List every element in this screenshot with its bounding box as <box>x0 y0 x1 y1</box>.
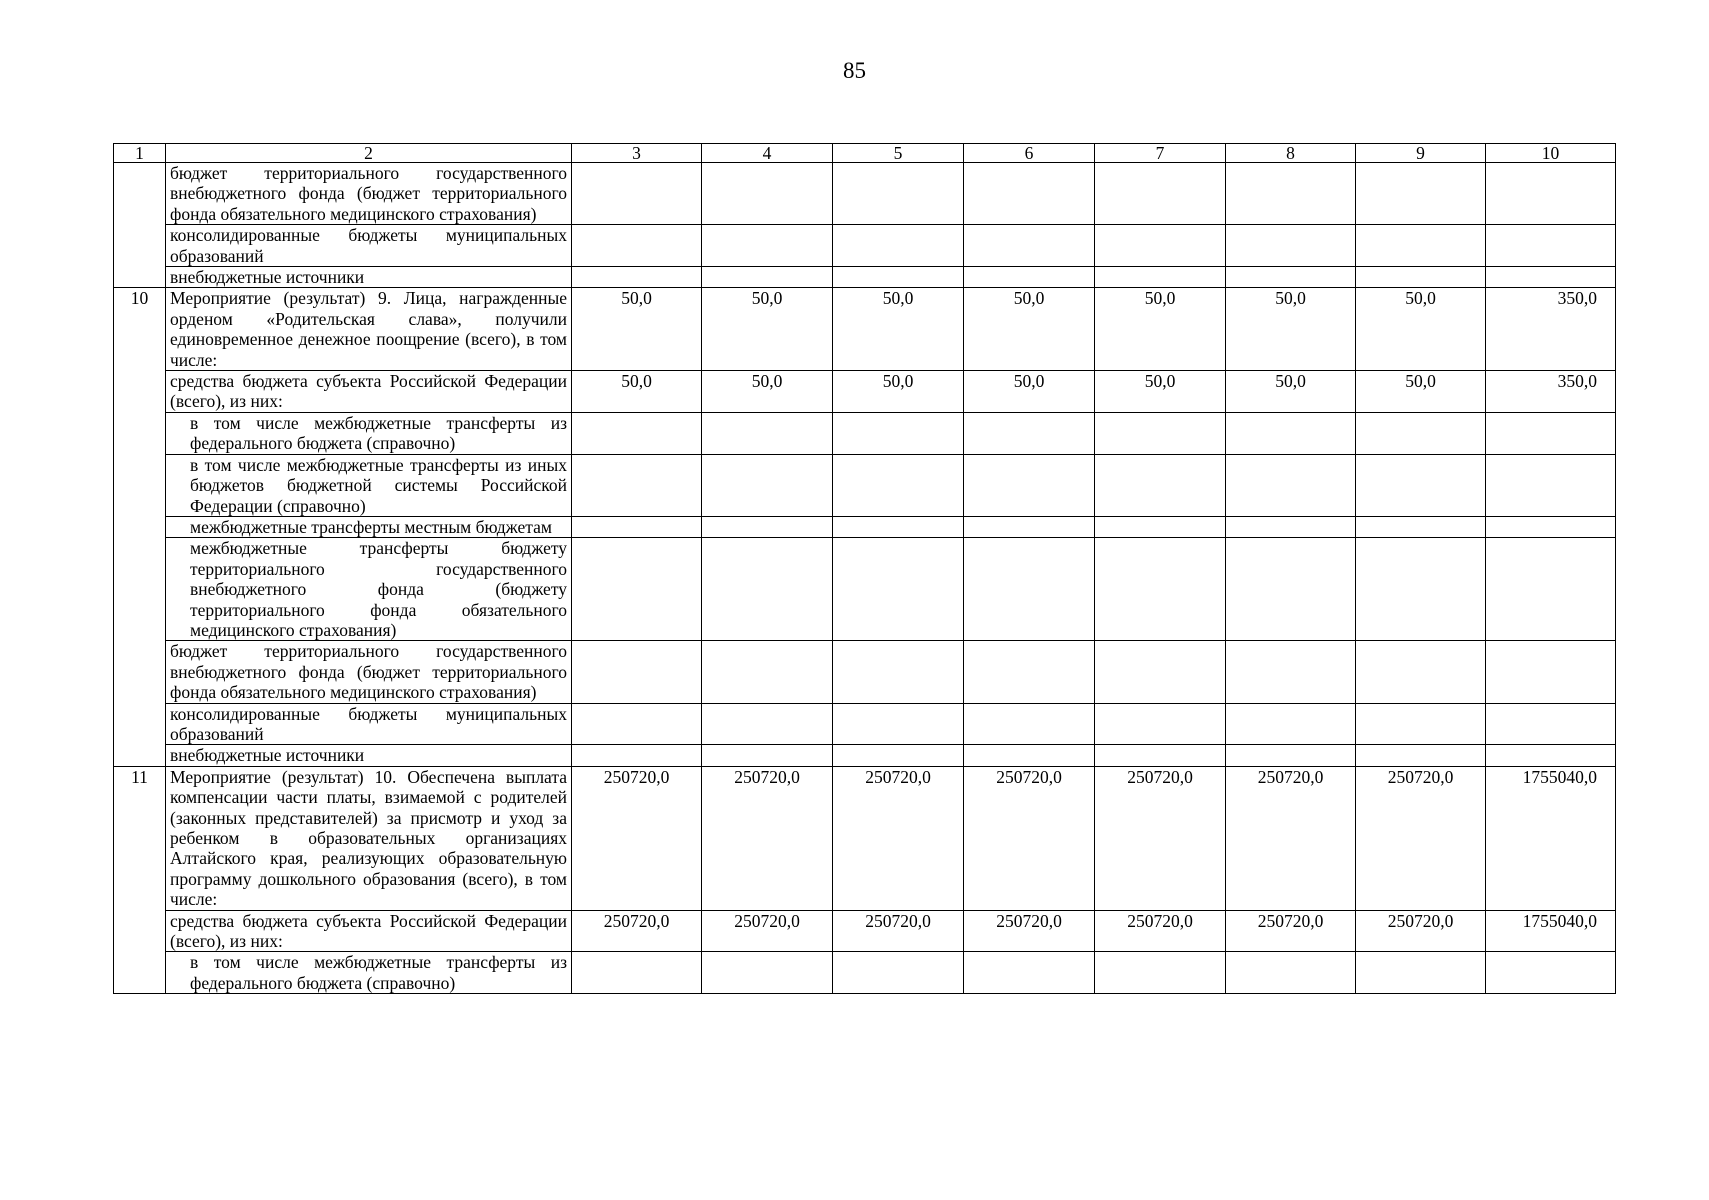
value-cell <box>964 225 1095 267</box>
value-cell <box>964 703 1095 745</box>
table-row <box>114 412 1616 454</box>
value-cell <box>702 641 833 703</box>
value-cell: 50,0 <box>1356 371 1486 413</box>
value-cell: 50,0 <box>833 371 964 413</box>
value-cell <box>964 412 1095 454</box>
value-cell <box>1226 454 1356 516</box>
value-cell <box>572 745 702 766</box>
value-cell: 50,0 <box>1356 288 1486 371</box>
table-row <box>114 952 1616 994</box>
value-cell <box>702 412 833 454</box>
total-cell <box>1486 703 1616 745</box>
value-cell <box>1356 538 1486 641</box>
table-row <box>114 371 1616 413</box>
description-cell: в том числе межбюджетные трансферты из иных бюджетов бюджетной системы Российской Федерации (справочно) <box>166 454 572 516</box>
value-cell: 250720,0 <box>572 910 702 952</box>
description-cell: средства бюджета субъекта Российской Федерации (всего), из них: <box>166 371 572 413</box>
value-cell <box>572 412 702 454</box>
total-cell: 350,0 <box>1486 371 1616 413</box>
value-cell <box>833 745 964 766</box>
value-cell <box>1226 641 1356 703</box>
value-cell <box>702 703 833 745</box>
description-cell: межбюджетные трансферты местным бюджетам <box>166 516 572 537</box>
value-cell <box>572 641 702 703</box>
total-cell <box>1486 952 1616 994</box>
value-cell <box>833 163 964 225</box>
value-cell <box>1226 952 1356 994</box>
value-cell <box>702 745 833 766</box>
table-row <box>114 745 1616 766</box>
value-cell: 50,0 <box>572 288 702 371</box>
value-cell <box>1226 516 1356 537</box>
value-cell <box>833 267 964 288</box>
value-cell <box>702 454 833 516</box>
budget-table <box>113 143 1616 994</box>
value-cell <box>572 952 702 994</box>
value-cell <box>1226 703 1356 745</box>
value-cell: 50,0 <box>833 288 964 371</box>
total-cell <box>1486 516 1616 537</box>
column-header: 1 <box>114 144 166 163</box>
total-cell: 1755040,0 <box>1486 910 1616 952</box>
value-cell <box>702 267 833 288</box>
value-cell: 250720,0 <box>702 766 833 910</box>
total-cell <box>1486 454 1616 516</box>
description-cell: средства бюджета субъекта Российской Федерации (всего), из них: <box>166 910 572 952</box>
value-cell <box>964 454 1095 516</box>
value-cell: 250720,0 <box>964 766 1095 910</box>
value-cell <box>572 703 702 745</box>
value-cell: 250720,0 <box>1356 910 1486 952</box>
value-cell <box>964 745 1095 766</box>
value-cell: 250720,0 <box>1095 766 1226 910</box>
description-cell: консолидированные бюджеты муниципальных образований <box>166 225 572 267</box>
value-cell <box>833 412 964 454</box>
value-cell: 250720,0 <box>1356 766 1486 910</box>
value-cell <box>1356 267 1486 288</box>
value-cell: 50,0 <box>1095 288 1226 371</box>
column-header: 9 <box>1356 144 1486 163</box>
value-cell <box>572 163 702 225</box>
value-cell <box>964 952 1095 994</box>
table-row <box>114 454 1616 516</box>
value-cell <box>702 952 833 994</box>
value-cell: 250720,0 <box>1095 910 1226 952</box>
value-cell <box>1356 641 1486 703</box>
value-cell <box>1356 952 1486 994</box>
value-cell <box>1356 454 1486 516</box>
value-cell <box>702 538 833 641</box>
total-cell <box>1486 163 1616 225</box>
value-cell <box>1356 412 1486 454</box>
value-cell: 50,0 <box>702 288 833 371</box>
value-cell <box>572 516 702 537</box>
value-cell <box>833 225 964 267</box>
column-header: 7 <box>1095 144 1226 163</box>
table-row <box>114 225 1616 267</box>
value-cell <box>1095 538 1226 641</box>
value-cell <box>833 641 964 703</box>
description-cell: бюджет территориального государственного внебюджетного фонда (бюджет территориального фонда обязательного медицинского страхования) <box>166 641 572 703</box>
column-header: 8 <box>1226 144 1356 163</box>
table-row <box>114 703 1616 745</box>
column-header: 6 <box>964 144 1095 163</box>
value-cell <box>1356 745 1486 766</box>
description-cell: внебюджетные источники <box>166 267 572 288</box>
description-cell: в том числе межбюджетные трансферты из федерального бюджета (справочно) <box>166 952 572 994</box>
value-cell: 50,0 <box>964 371 1095 413</box>
table-row <box>114 910 1616 952</box>
value-cell <box>964 538 1095 641</box>
column-header: 5 <box>833 144 964 163</box>
table-body <box>114 144 1616 994</box>
value-cell <box>1356 703 1486 745</box>
table-row <box>114 267 1616 288</box>
total-cell <box>1486 225 1616 267</box>
value-cell <box>1226 163 1356 225</box>
description-cell: консолидированные бюджеты муниципальных образований <box>166 703 572 745</box>
value-cell <box>1095 163 1226 225</box>
value-cell: 250720,0 <box>833 766 964 910</box>
total-cell <box>1486 412 1616 454</box>
table-row <box>114 538 1616 641</box>
total-cell: 350,0 <box>1486 288 1616 371</box>
column-header: 4 <box>702 144 833 163</box>
description-cell: межбюджетные трансферты бюджету территориального государственного внебюджетного фонда (бюджету территориального фонда обязательного медицинского страхования) <box>166 538 572 641</box>
page-number: 85 <box>843 58 866 83</box>
value-cell: 50,0 <box>1226 288 1356 371</box>
value-cell <box>964 163 1095 225</box>
value-cell: 250720,0 <box>572 766 702 910</box>
description-cell: Мероприятие (результат) 10. Обеспечена выплата компенсации части платы, взимаемой с родителей (законных представителей) за присмотр и уход за ребенком в образовательных организациях Алтайского края, реализующих образовательную программу дошкольного образования (всего), в том числе: <box>166 766 572 910</box>
value-cell: 250720,0 <box>833 910 964 952</box>
value-cell <box>1095 745 1226 766</box>
value-cell <box>572 225 702 267</box>
value-cell <box>1095 516 1226 537</box>
row-number-cell: 11 <box>114 766 166 993</box>
value-cell <box>1095 703 1226 745</box>
table-row <box>114 766 1616 910</box>
value-cell <box>702 225 833 267</box>
value-cell <box>1226 538 1356 641</box>
value-cell <box>1095 454 1226 516</box>
table-row <box>114 516 1616 537</box>
value-cell <box>1226 225 1356 267</box>
total-cell: 1755040,0 <box>1486 766 1616 910</box>
value-cell: 50,0 <box>572 371 702 413</box>
column-header: 3 <box>572 144 702 163</box>
value-cell <box>833 952 964 994</box>
value-cell: 50,0 <box>1095 371 1226 413</box>
value-cell <box>702 516 833 537</box>
total-cell <box>1486 745 1616 766</box>
total-cell <box>1486 538 1616 641</box>
value-cell: 50,0 <box>964 288 1095 371</box>
description-cell: внебюджетные источники <box>166 745 572 766</box>
value-cell <box>1226 745 1356 766</box>
value-cell: 250720,0 <box>1226 910 1356 952</box>
value-cell <box>702 163 833 225</box>
table-row <box>114 641 1616 703</box>
column-header: 10 <box>1486 144 1616 163</box>
row-number-cell: 10 <box>114 288 166 766</box>
value-cell <box>572 454 702 516</box>
value-cell <box>964 267 1095 288</box>
description-cell: бюджет территориального государственного внебюджетного фонда (бюджет территориального фонда обязательного медицинского страхования) <box>166 163 572 225</box>
value-cell <box>833 703 964 745</box>
value-cell <box>1226 267 1356 288</box>
value-cell <box>964 516 1095 537</box>
value-cell <box>1226 412 1356 454</box>
total-cell <box>1486 641 1616 703</box>
row-number-cell <box>114 163 166 288</box>
column-header: 2 <box>166 144 572 163</box>
description-cell: в том числе межбюджетные трансферты из федерального бюджета (справочно) <box>166 412 572 454</box>
total-cell <box>1486 267 1616 288</box>
value-cell: 250720,0 <box>1226 766 1356 910</box>
value-cell <box>1095 267 1226 288</box>
description-cell: Мероприятие (результат) 9. Лица, награжденные орденом «Родительская слава», получили единовременное денежное поощрение (всего), в том числе: <box>166 288 572 371</box>
value-cell <box>833 454 964 516</box>
value-cell <box>1095 952 1226 994</box>
value-cell <box>1095 641 1226 703</box>
value-cell <box>572 267 702 288</box>
value-cell <box>964 641 1095 703</box>
value-cell: 250720,0 <box>702 910 833 952</box>
value-cell <box>1095 412 1226 454</box>
value-cell <box>572 538 702 641</box>
value-cell <box>1095 225 1226 267</box>
value-cell <box>1356 163 1486 225</box>
column-number-row <box>114 144 1616 163</box>
value-cell <box>1356 225 1486 267</box>
value-cell: 50,0 <box>702 371 833 413</box>
table-row <box>114 288 1616 371</box>
value-cell: 250720,0 <box>964 910 1095 952</box>
value-cell: 50,0 <box>1226 371 1356 413</box>
value-cell <box>1356 516 1486 537</box>
value-cell <box>833 516 964 537</box>
table-row <box>114 163 1616 225</box>
value-cell <box>833 538 964 641</box>
